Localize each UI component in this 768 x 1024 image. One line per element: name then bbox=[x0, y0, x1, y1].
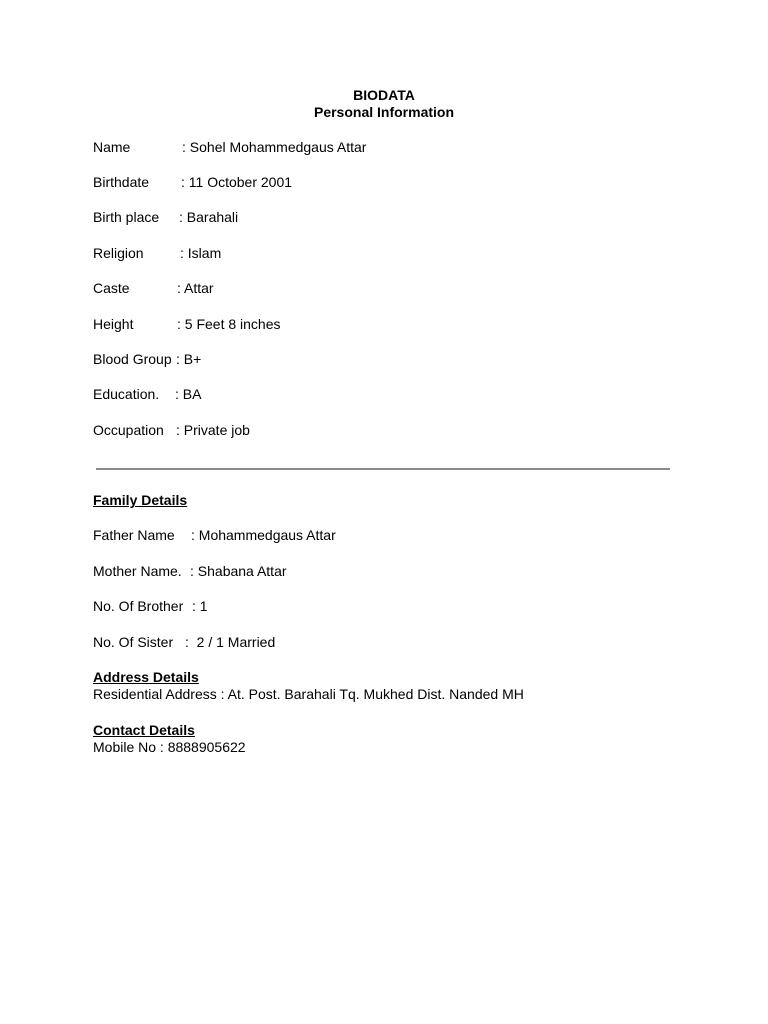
field-value-brothers: : 1 bbox=[192, 598, 208, 614]
field-label-blood-group: Blood Group bbox=[93, 351, 172, 367]
field-value-birthdate: : 11 October 2001 bbox=[181, 174, 293, 190]
field-label-religion: Religion bbox=[93, 245, 144, 261]
field-label-education: Education. bbox=[93, 386, 160, 402]
field-value-birth-place: : Barahali bbox=[179, 209, 239, 225]
field-label-mother-name: Mother Name. bbox=[93, 563, 182, 579]
field-value-father-name: : Mohammedgaus Attar bbox=[191, 527, 336, 543]
residential-address: Residential Address : At. Post. Barahali Tq. Mukhed Dist. Nanded MH bbox=[93, 686, 524, 702]
field-label-height: Height bbox=[93, 316, 134, 332]
field-value-caste: : Attar bbox=[177, 280, 214, 296]
mobile-number: Mobile No : 8888905622 bbox=[93, 739, 246, 755]
field-label-name: Name bbox=[93, 139, 131, 155]
field-label-father-name: Father Name bbox=[93, 527, 175, 543]
field-value-mother-name: : Shabana Attar bbox=[190, 563, 287, 579]
field-label-birth-place: Birth place bbox=[93, 209, 160, 225]
contact-details-heading: Contact Details bbox=[93, 722, 195, 738]
field-label-occupation: Occupation bbox=[93, 422, 164, 438]
field-value-blood-group: : B+ bbox=[176, 351, 202, 367]
field-value-name: : Sohel Mohammedgaus Attar bbox=[182, 139, 367, 155]
field-value-education: : BA bbox=[175, 386, 202, 402]
field-value-occupation: : Private job bbox=[176, 422, 250, 438]
document-subtitle: Personal Information bbox=[313, 104, 455, 120]
address-details-heading: Address Details bbox=[93, 669, 199, 685]
family-details-heading: Family Details bbox=[93, 492, 188, 508]
field-label-birthdate: Birthdate bbox=[93, 174, 150, 190]
field-value-religion: : Islam bbox=[180, 245, 222, 261]
section-divider bbox=[96, 468, 670, 470]
field-label-caste: Caste bbox=[93, 280, 130, 296]
field-value-sisters: : 2 / 1 Married bbox=[185, 634, 276, 650]
field-value-height: : 5 Feet 8 inches bbox=[177, 316, 281, 332]
field-label-sisters: No. Of Sister bbox=[93, 634, 174, 650]
document-title: BIODATA bbox=[353, 87, 415, 103]
field-label-brothers: No. Of Brother bbox=[93, 598, 184, 614]
